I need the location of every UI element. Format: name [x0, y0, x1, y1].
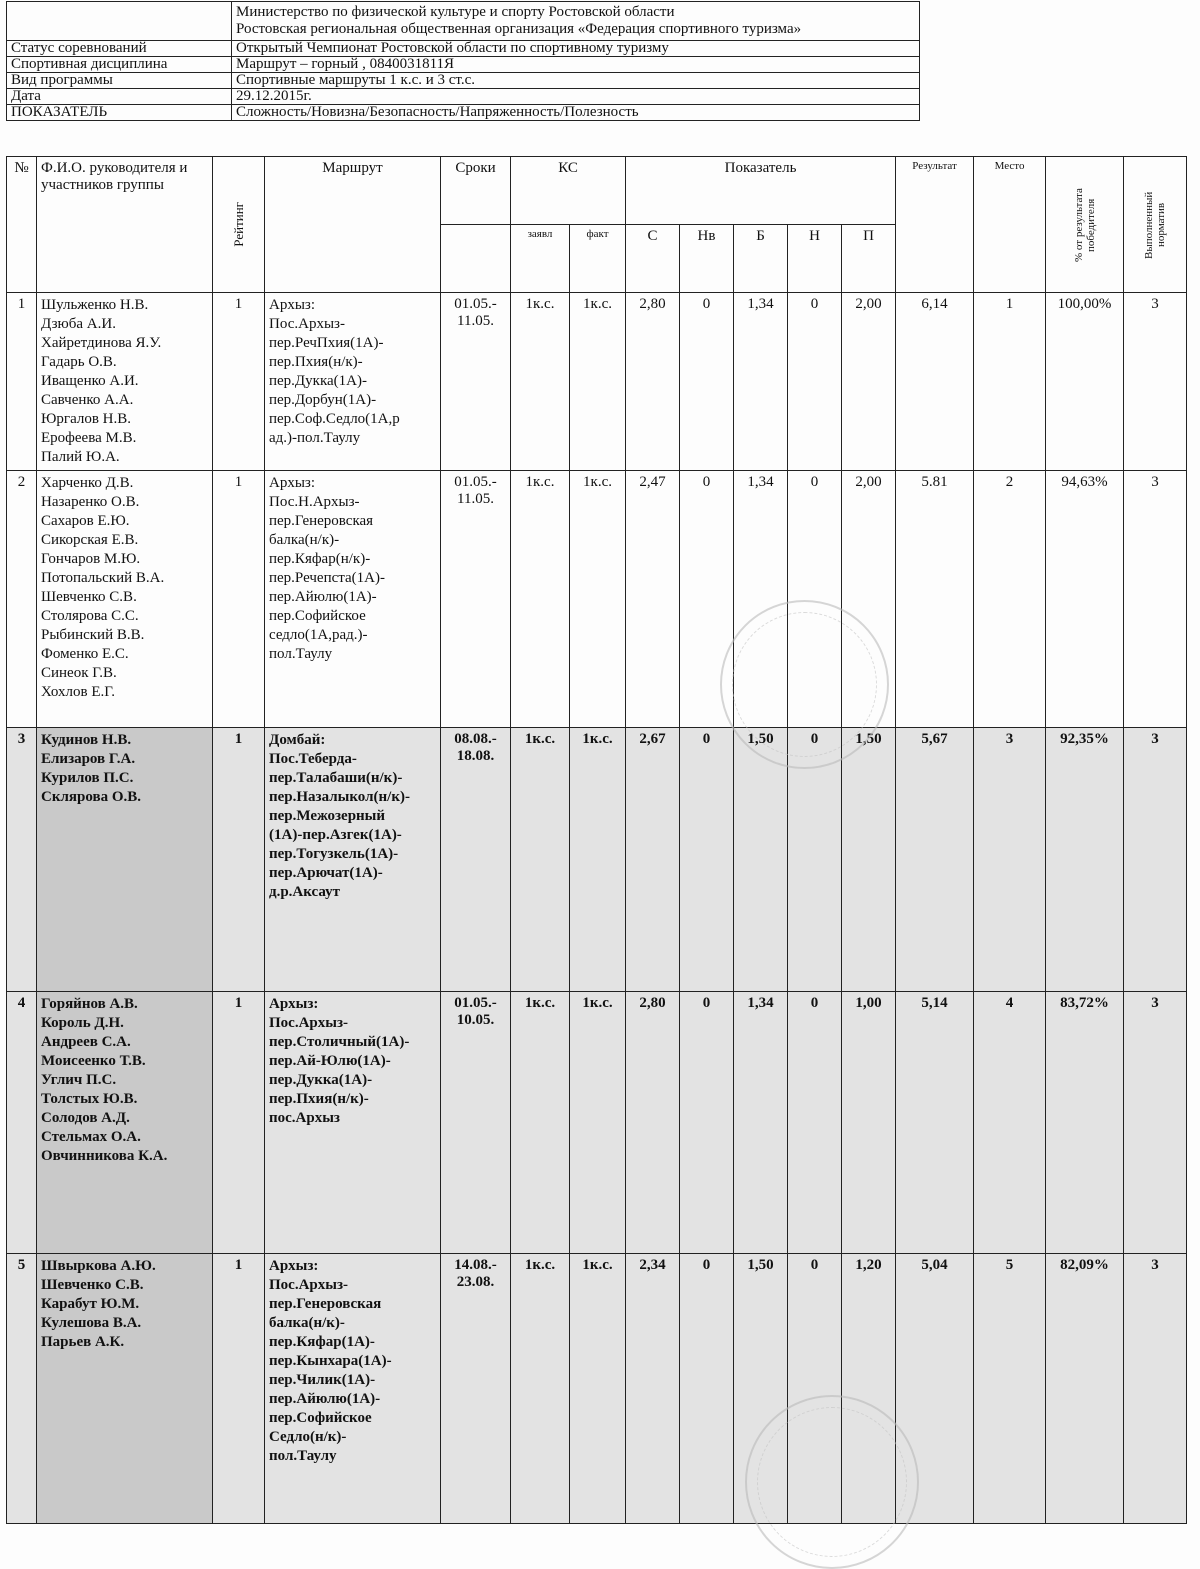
- organization-label-cell: [7, 2, 232, 41]
- group-nv: 0: [680, 293, 734, 471]
- date-line: 14.08.-: [454, 1257, 497, 1273]
- col-num: №: [7, 157, 37, 293]
- member-name: Сахаров Е.Ю.: [41, 513, 130, 529]
- group-norm: 3: [1124, 471, 1187, 728]
- group-b: 1,34: [734, 992, 788, 1254]
- info-label: ПОКАЗАТЕЛЬ: [7, 105, 232, 121]
- col-ks-actual: факт: [570, 225, 626, 293]
- stamp-1: [720, 600, 889, 769]
- route-line: пер.Софийское: [269, 608, 366, 624]
- info-label: Вид программы: [7, 73, 232, 89]
- col-nv: Нв: [680, 225, 734, 293]
- route-line: пол.Таулу: [269, 1448, 337, 1464]
- col-n: Н: [788, 225, 842, 293]
- group-norm: 3: [1124, 728, 1187, 992]
- group-members: [37, 992, 213, 1254]
- group-rating: 1: [213, 293, 265, 471]
- member-name: Назаренко О.В.: [41, 494, 140, 510]
- group-percent: 100,00%: [1046, 293, 1124, 471]
- route-line: пер.Дорбун(1А)-: [269, 392, 377, 408]
- group-members: [37, 293, 213, 471]
- col-indicator: Показатель: [626, 157, 896, 225]
- route-line: пер.Арючат(1А)-: [269, 865, 383, 881]
- info-row-date: [7, 89, 920, 105]
- member-name: Стельмах О.А.: [41, 1129, 141, 1145]
- route-line: пер.Пхия(н/к)-: [269, 354, 363, 370]
- group-route: [265, 992, 441, 1254]
- group-c: 2,80: [626, 293, 680, 471]
- table-row: [7, 992, 1187, 1254]
- route-line: пер.Генеровская: [269, 513, 374, 529]
- group-dates: [441, 728, 511, 992]
- date-line: 01.05.-: [454, 296, 497, 312]
- member-name: Палий Ю.А.: [41, 449, 120, 465]
- member-name: Овчинникова К.А.: [41, 1148, 168, 1164]
- route-line: Пос.Архыз-: [269, 316, 345, 332]
- route-line: Седло(н/к)-: [269, 1429, 347, 1445]
- group-place: 2: [974, 471, 1046, 728]
- member-name: Синеок Г.В.: [41, 665, 117, 681]
- route-line: пер.Айюлю(1А)-: [269, 589, 377, 605]
- group-norm: 3: [1124, 293, 1187, 471]
- group-n: 0: [788, 293, 842, 471]
- route-line: балка(н/к)-: [269, 532, 340, 548]
- group-percent: 82,09%: [1046, 1254, 1124, 1524]
- route-line: д.р.Аксаут: [269, 884, 340, 900]
- competition-info-table: [6, 1, 920, 121]
- route-line: (1А)-пер.Азгек(1А)-: [269, 827, 402, 843]
- route-line: пер.Генеровская: [269, 1296, 382, 1312]
- member-name: Харченко Д.В.: [41, 475, 134, 491]
- date-line: 23.08.: [456, 1274, 495, 1290]
- table-row: [7, 471, 1187, 728]
- group-dates: [441, 471, 511, 728]
- route-line: седло(1А,рад.)-: [269, 627, 368, 643]
- organization-row: [7, 2, 920, 41]
- group-percent: 83,72%: [1046, 992, 1124, 1254]
- member-name: Фоменко Е.С.: [41, 646, 129, 662]
- group-p: 2,00: [842, 293, 896, 471]
- route-line: Пос.Н.Архыз-: [269, 494, 360, 510]
- group-c: 2,80: [626, 992, 680, 1254]
- group-ks-actual: 1к.с.: [570, 471, 626, 728]
- member-name: Карабут Ю.М.: [41, 1296, 140, 1312]
- group-route: [265, 471, 441, 728]
- results-table: [6, 156, 1187, 1524]
- col-dates-sub: [441, 225, 511, 293]
- member-name: Моисеенко Т.В.: [41, 1053, 146, 1069]
- group-route: [265, 293, 441, 471]
- route-line: пер.Талабаши(н/к)-: [269, 770, 403, 786]
- col-percent: [1046, 157, 1124, 293]
- member-name: Хохлов Е.Г.: [41, 684, 115, 700]
- results-body: [7, 293, 1187, 1524]
- group-p: 1,00: [842, 992, 896, 1254]
- member-name: Ерофеева М.В.: [41, 430, 137, 446]
- route-line: пер.Тогузкель(1А)-: [269, 846, 399, 862]
- group-result: 5,04: [896, 1254, 974, 1524]
- route-line: Домбай:: [269, 732, 326, 748]
- member-name: Хайретдинова Я.У.: [41, 335, 162, 351]
- group-place: 1: [974, 293, 1046, 471]
- member-name: Кудинов Н.В.: [41, 732, 132, 748]
- group-route: [265, 1254, 441, 1524]
- group-n: 0: [788, 1254, 842, 1524]
- route-line: пер.Речепста(1А)-: [269, 570, 385, 586]
- col-norm: [1124, 157, 1187, 293]
- route-line: пол.Таулу: [269, 646, 333, 662]
- member-name: Иващенко А.И.: [41, 373, 139, 389]
- route-line: пер.Соф.Седло(1А,р: [269, 411, 400, 427]
- route-line: Пос.Архыз-: [269, 1277, 348, 1293]
- member-name: Гадарь О.В.: [41, 354, 117, 370]
- route-line: Архыз:: [269, 475, 316, 491]
- group-percent: 94,63%: [1046, 471, 1124, 728]
- col-rating: [213, 157, 265, 293]
- group-rating: 1: [213, 471, 265, 728]
- member-name: Склярова О.В.: [41, 789, 141, 805]
- group-b: 1,50: [734, 728, 788, 992]
- member-name: Рыбинский В.В.: [41, 627, 145, 643]
- group-num: 1: [7, 293, 37, 471]
- group-p: 1,50: [842, 728, 896, 992]
- member-name: Елизаров Г.А.: [41, 751, 136, 767]
- group-num: 2: [7, 471, 37, 728]
- group-n: 0: [788, 992, 842, 1254]
- route-line: Архыз:: [269, 297, 316, 313]
- route-line: пер.Кынхара(1А)-: [269, 1353, 392, 1369]
- group-nv: 0: [680, 992, 734, 1254]
- group-ks-declared: 1к.с.: [511, 293, 570, 471]
- col-rating-label: Рейтинг: [230, 202, 246, 247]
- member-name: Горяйнов А.В.: [41, 996, 138, 1012]
- route-line: Архыз:: [269, 996, 319, 1012]
- info-label: Дата: [7, 89, 232, 105]
- table-row: [7, 1254, 1187, 1524]
- route-line: пер.Пхия(н/к)-: [269, 1091, 369, 1107]
- route-line: пер.Айюлю(1А)-: [269, 1391, 381, 1407]
- date-line: 10.05.: [456, 1012, 495, 1028]
- date-line: 08.08.-: [454, 731, 497, 747]
- route-line: пер.Дукка(1А)-: [269, 1072, 373, 1088]
- col-ks-declared: заявл: [511, 225, 570, 293]
- group-ks-declared: 1к.с.: [511, 471, 570, 728]
- member-name: Гончаров М.Ю.: [41, 551, 141, 567]
- group-p: 2,00: [842, 471, 896, 728]
- member-name: Дзюба А.И.: [41, 316, 116, 332]
- route-line: балка(н/к)-: [269, 1315, 345, 1331]
- member-name: Андреев С.А.: [41, 1034, 131, 1050]
- group-percent: 92,35%: [1046, 728, 1124, 992]
- group-place: 3: [974, 728, 1046, 992]
- info-value: Маршрут – горный , 0840031811Я: [232, 57, 920, 73]
- route-line: пос.Архыз: [269, 1110, 340, 1126]
- member-name: Толстых Ю.В.: [41, 1091, 138, 1107]
- info-row-status: [7, 41, 920, 57]
- route-line: пер.Межозерный: [269, 808, 386, 824]
- member-name: Углич П.С.: [41, 1072, 117, 1088]
- table-row: [7, 293, 1187, 471]
- group-num: 5: [7, 1254, 37, 1524]
- info-label: Статус соревнований: [7, 41, 232, 57]
- group-place: 5: [974, 1254, 1046, 1524]
- group-ks-actual: 1к.с.: [570, 992, 626, 1254]
- member-name: Шульженко Н.В.: [41, 297, 149, 313]
- organization-cell: [232, 2, 920, 41]
- route-line: пер.Кяфар(1А)-: [269, 1334, 375, 1350]
- group-n: 0: [788, 471, 842, 728]
- group-route: [265, 728, 441, 992]
- route-line: Архыз:: [269, 1258, 319, 1274]
- route-line: Пос.Теберда-: [269, 751, 357, 767]
- group-nv: 0: [680, 471, 734, 728]
- member-name: Савченко А.А.: [41, 392, 134, 408]
- member-name: Столярова С.С.: [41, 608, 139, 624]
- group-members: [37, 728, 213, 992]
- col-result: Результат: [896, 157, 974, 293]
- col-percent-label: % от результата победителя: [1072, 187, 1097, 262]
- info-value: Сложность/Новизна/Безопасность/Напряженность/Полезность: [232, 105, 920, 121]
- group-num: 4: [7, 992, 37, 1254]
- group-norm: 3: [1124, 1254, 1187, 1524]
- route-line: пер.Кяфар(н/к)-: [269, 551, 371, 567]
- info-value: Открытый Чемпионат Ростовской области по спортивному туризму: [232, 41, 920, 57]
- col-c: С: [626, 225, 680, 293]
- group-c: 2,47: [626, 471, 680, 728]
- col-norm-label: Выполненный норматив: [1143, 190, 1168, 259]
- group-c: 2,34: [626, 1254, 680, 1524]
- group-ks-declared: 1к.с.: [511, 728, 570, 992]
- date-line: 11.05.: [457, 313, 494, 329]
- route-line: пер.РечПхия(1А)-: [269, 335, 384, 351]
- group-members: [37, 471, 213, 728]
- group-result: 5,14: [896, 992, 974, 1254]
- info-row-indicator: [7, 105, 920, 121]
- member-name: Шевченко С.В.: [41, 1277, 144, 1293]
- route-line: пер.Ай-Юлю(1А)-: [269, 1053, 391, 1069]
- group-rating: 1: [213, 728, 265, 992]
- group-dates: [441, 992, 511, 1254]
- col-route: Маршрут: [265, 157, 441, 293]
- info-value: Спортивные маршруты 1 к.с. и 3 ст.с.: [232, 73, 920, 89]
- group-rating: 1: [213, 992, 265, 1254]
- group-ks-actual: 1к.с.: [570, 293, 626, 471]
- col-ks: КС: [511, 157, 626, 225]
- group-b: 1,50: [734, 1254, 788, 1524]
- group-place: 4: [974, 992, 1046, 1254]
- group-nv: 0: [680, 728, 734, 992]
- group-members: [37, 1254, 213, 1524]
- header-row-1: [7, 157, 1187, 225]
- group-dates: [441, 293, 511, 471]
- col-place: Место: [974, 157, 1046, 293]
- stamp-2: [745, 1395, 919, 1569]
- route-line: пер.Столичный(1А)-: [269, 1034, 410, 1050]
- route-line: пер.Дукка(1А)-: [269, 373, 367, 389]
- member-name: Сикорская Е.В.: [41, 532, 139, 548]
- route-line: пер.Чилик(1А)-: [269, 1372, 376, 1388]
- group-dates: [441, 1254, 511, 1524]
- organization-line-1: Министерство по физической культуре и спорту Ростовской области: [236, 4, 675, 20]
- group-c: 2,67: [626, 728, 680, 992]
- group-n: 0: [788, 728, 842, 992]
- table-row: [7, 728, 1187, 992]
- date-line: 01.05.-: [454, 474, 497, 490]
- group-norm: 3: [1124, 992, 1187, 1254]
- group-p: 1,20: [842, 1254, 896, 1524]
- member-name: Кулешова В.А.: [41, 1315, 142, 1331]
- info-label: Спортивная дисциплина: [7, 57, 232, 73]
- col-fio: Ф.И.О. руководителя и участников группы: [37, 157, 213, 293]
- organization-line-2: Ростовская региональная общественная организация «Федерация спортивного туризма»: [236, 21, 802, 37]
- group-b: 1,34: [734, 471, 788, 728]
- member-name: Король Д.Н.: [41, 1015, 124, 1031]
- route-line: ад.)-пол.Таулу: [269, 430, 361, 446]
- info-value: 29.12.2015г.: [232, 89, 920, 105]
- group-nv: 0: [680, 1254, 734, 1524]
- member-name: Шевченко С.В.: [41, 589, 137, 605]
- member-name: Швыркова А.Ю.: [41, 1258, 156, 1274]
- group-result: 6,14: [896, 293, 974, 471]
- member-name: Солодов А.Д.: [41, 1110, 130, 1126]
- route-line: Пос.Архыз-: [269, 1015, 348, 1031]
- info-row-program: [7, 73, 920, 89]
- group-ks-actual: 1к.с.: [570, 1254, 626, 1524]
- group-ks-declared: 1к.с.: [511, 1254, 570, 1524]
- group-ks-declared: 1к.с.: [511, 992, 570, 1254]
- member-name: Юргалов Н.В.: [41, 411, 132, 427]
- group-b: 1,34: [734, 293, 788, 471]
- date-line: 11.05.: [457, 491, 494, 507]
- member-name: Курилов П.С.: [41, 770, 134, 786]
- col-dates: Сроки: [441, 157, 511, 225]
- group-ks-actual: 1к.с.: [570, 728, 626, 992]
- member-name: Парьев А.К.: [41, 1334, 125, 1350]
- info-row-discipline: [7, 57, 920, 73]
- group-num: 3: [7, 728, 37, 992]
- col-p: П: [842, 225, 896, 293]
- group-result: 5,67: [896, 728, 974, 992]
- date-line: 01.05.-: [454, 995, 497, 1011]
- col-b: Б: [734, 225, 788, 293]
- route-line: пер.Назалыкол(н/к)-: [269, 789, 410, 805]
- member-name: Потопальский В.А.: [41, 570, 165, 586]
- group-rating: 1: [213, 1254, 265, 1524]
- date-line: 18.08.: [456, 748, 495, 764]
- route-line: пер.Софийское: [269, 1410, 372, 1426]
- group-result: 5.81: [896, 471, 974, 728]
